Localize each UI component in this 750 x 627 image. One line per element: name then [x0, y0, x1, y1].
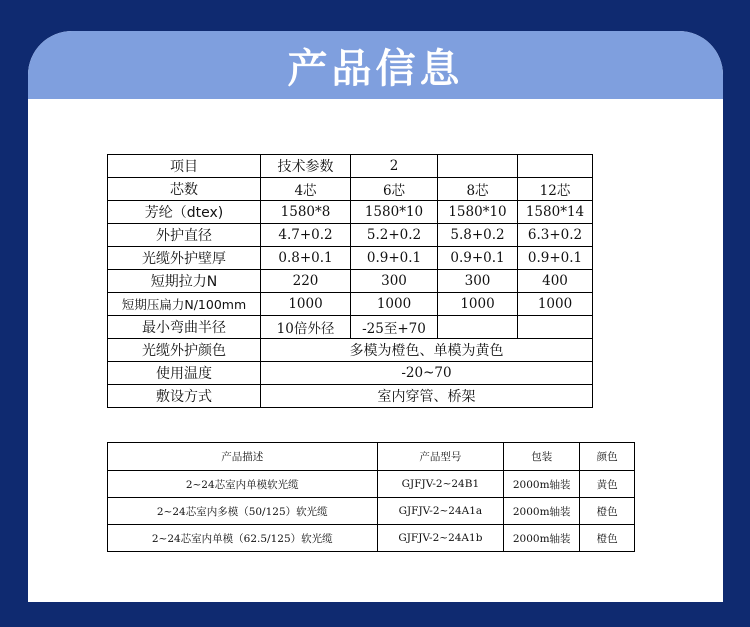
spec-row-label: 光缆外护颜色: [108, 339, 261, 362]
product-cell: 2~24芯室内多模（50/125）软光缆: [108, 498, 378, 525]
product-row: [108, 525, 635, 552]
spec-row-label: 短期压扁力N/100mm: [108, 293, 261, 316]
spec-cell: 1000: [518, 293, 593, 316]
spec-cell: 12芯: [518, 178, 593, 201]
spec-cell: 220: [261, 270, 351, 293]
product-cell: 2000m轴装: [504, 471, 580, 498]
spec-cell: 4.7+0.2: [261, 224, 351, 247]
spec-cell: 5.2+0.2: [351, 224, 438, 247]
page-title: 产品信息: [287, 45, 464, 92]
spec-cell: [438, 316, 518, 339]
product-cell: 2000m轴装: [504, 525, 580, 552]
product-header-cell: 产品描述: [108, 443, 378, 471]
spec-cell: 1580*10: [438, 201, 518, 224]
spec-cell: 1580*14: [518, 201, 593, 224]
header-banner: [28, 31, 723, 99]
spec-row-temp: [108, 362, 593, 385]
spec-cell: 10倍外径: [261, 316, 351, 339]
spec-cell: 0.9+0.1: [438, 247, 518, 270]
product-row: [108, 471, 635, 498]
spec-merged-cell: -20~70: [261, 362, 593, 385]
spec-cell: 1580*10: [351, 201, 438, 224]
spec-header-cell: 项目: [108, 155, 261, 178]
spec-cell: 0.9+0.1: [351, 247, 438, 270]
product-cell: 2~24芯室内单模（62.5/125）软光缆: [108, 525, 378, 552]
spec-cell: 8芯: [438, 178, 518, 201]
spec-row-label: 短期拉力N: [108, 270, 261, 293]
spec-row: [108, 201, 593, 224]
spec-cell: -25至+70: [351, 316, 438, 339]
product-cell: 橙色: [580, 525, 635, 552]
spec-header-row: [108, 155, 593, 178]
product-header-cell: 产品型号: [377, 443, 504, 471]
spec-cell: [518, 316, 593, 339]
spec-merged-cell: 多模为橙色、单模为黄色: [261, 339, 593, 362]
spec-row: [108, 293, 593, 316]
spec-row-label: 使用温度: [108, 362, 261, 385]
spec-row-bend: [108, 316, 593, 339]
spec-header-cell: [518, 155, 593, 178]
spec-cell: 300: [438, 270, 518, 293]
product-table: [107, 442, 635, 552]
spec-row: [108, 247, 593, 270]
spec-row-install: [108, 385, 593, 408]
product-header-cell: 颜色: [580, 443, 635, 471]
product-header-cell: 包装: [504, 443, 580, 471]
product-row: [108, 498, 635, 525]
spec-cell: 0.8+0.1: [261, 247, 351, 270]
spec-row-label: 光缆外护壁厚: [108, 247, 261, 270]
spec-cell: 1580*8: [261, 201, 351, 224]
product-cell: 橙色: [580, 498, 635, 525]
spec-cell: 1000: [438, 293, 518, 316]
spec-cell: 400: [518, 270, 593, 293]
spec-row-label: 敷设方式: [108, 385, 261, 408]
spec-row-label: 最小弯曲半径: [108, 316, 261, 339]
spec-table: [107, 154, 593, 408]
product-cell: GJFJV-2~24A1a: [377, 498, 504, 525]
spec-header-cell: 2: [351, 155, 438, 178]
spec-cell: 4芯: [261, 178, 351, 201]
spec-header-cell: 技术参数: [261, 155, 351, 178]
product-info-card: [28, 31, 723, 602]
spec-cell: 0.9+0.1: [518, 247, 593, 270]
spec-merged-cell: 室内穿管、桥架: [261, 385, 593, 408]
product-cell: 黄色: [580, 471, 635, 498]
spec-cell: 1000: [261, 293, 351, 316]
spec-cell: 6.3+0.2: [518, 224, 593, 247]
product-cell: 2~24芯室内单模软光缆: [108, 471, 378, 498]
spec-cell: 6芯: [351, 178, 438, 201]
spec-cell: 5.8+0.2: [438, 224, 518, 247]
product-cell: GJFJV-2~24B1: [377, 471, 504, 498]
spec-cell: 300: [351, 270, 438, 293]
spec-row: [108, 224, 593, 247]
product-cell: GJFJV-2~24A1b: [377, 525, 504, 552]
spec-cell: 1000: [351, 293, 438, 316]
spec-row-label: 外护直径: [108, 224, 261, 247]
spec-row: [108, 270, 593, 293]
spec-row-label: 芳纶（dtex): [108, 201, 261, 224]
spec-row-color: [108, 339, 593, 362]
spec-row-label: 芯数: [108, 178, 261, 201]
product-header-row: [108, 443, 635, 471]
spec-row: [108, 178, 593, 201]
spec-header-cell: [438, 155, 518, 178]
product-cell: 2000m轴装: [504, 498, 580, 525]
